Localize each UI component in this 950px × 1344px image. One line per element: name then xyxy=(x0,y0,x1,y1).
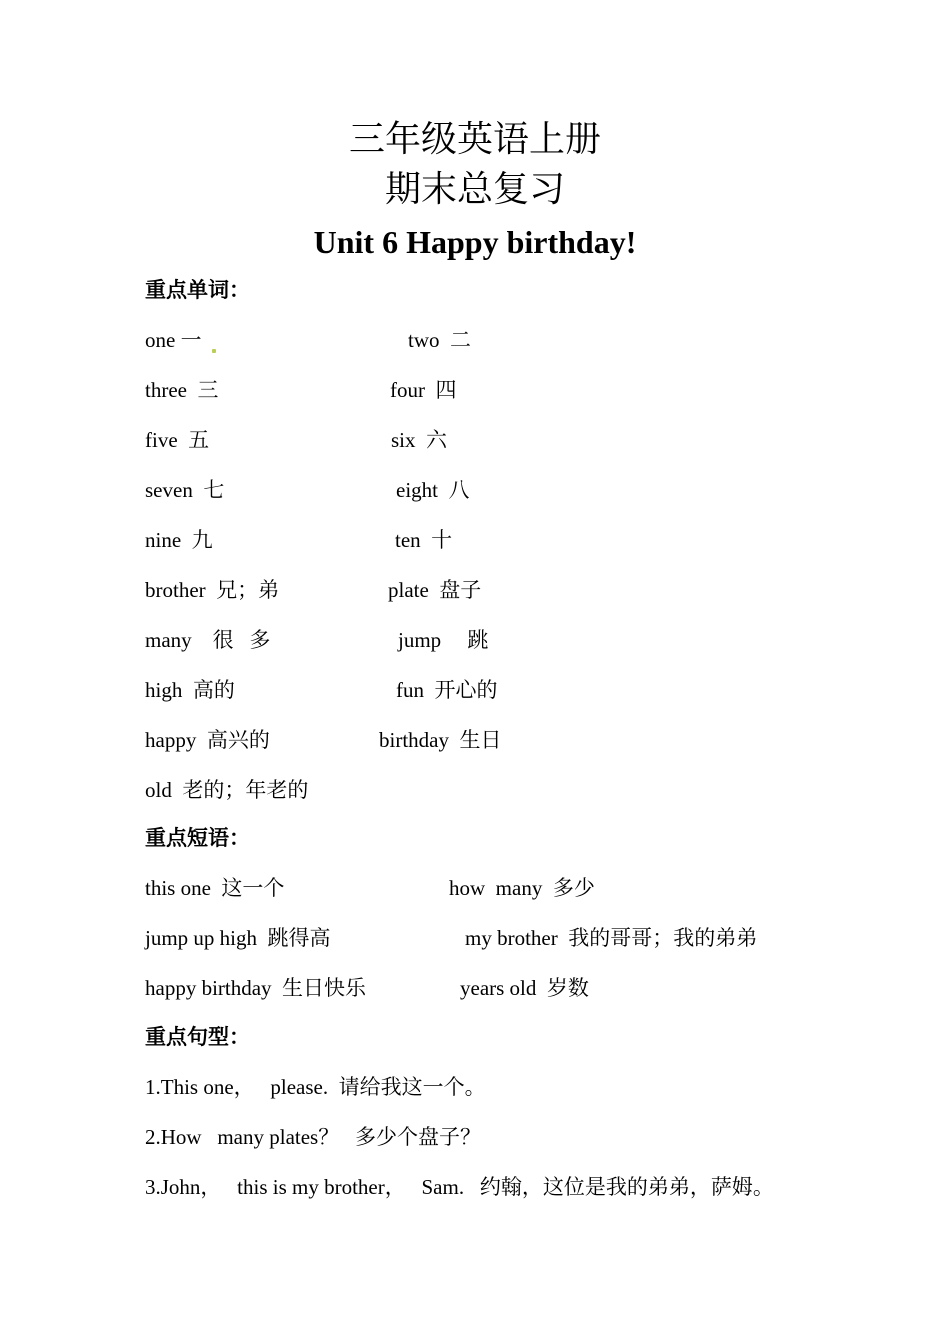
phrase-left: happy birthday 生日快乐 xyxy=(145,976,367,1000)
words-heading: 重点单词： xyxy=(145,278,250,302)
unit-title: Unit 6 Happy birthday! xyxy=(313,224,637,260)
word-right: birthday 生日 xyxy=(379,728,502,752)
sentence: 3.John， this is my brother， Sam. 约翰，这位是我的弟弟，萨姆。 xyxy=(145,1175,774,1199)
phrase-right: years old 岁数 xyxy=(460,976,589,1000)
word-right: ten 十 xyxy=(395,528,453,552)
page-title-line1: 三年级英语上册 xyxy=(348,119,601,160)
word-right: six 六 xyxy=(391,428,448,452)
mark xyxy=(212,349,216,353)
word-left: seven 七 xyxy=(145,478,225,502)
word-text: one 一 xyxy=(145,328,202,352)
phrase-left: this one 这一个 xyxy=(145,876,285,900)
word-left: three 三 xyxy=(145,378,219,402)
word-left: many 很 多 xyxy=(145,628,271,652)
word-left: brother 兄；弟 xyxy=(145,578,280,602)
phrase-right: my brother 我的哥哥；我的弟弟 xyxy=(465,926,758,950)
phrases-heading: 重点短语： xyxy=(145,826,250,850)
word-right: jump 跳 xyxy=(398,628,489,652)
word-left xyxy=(145,326,217,354)
word-left: happy 高兴的 xyxy=(145,728,270,752)
word-right: plate 盘子 xyxy=(388,578,482,602)
sentences-heading: 重点句型： xyxy=(145,1025,250,1049)
word-right: eight 八 xyxy=(396,478,470,502)
sentence: 2.How many plates？ 多少个盘子？ xyxy=(145,1125,481,1149)
phrase-left: jump up high 跳得高 xyxy=(145,926,331,950)
word-left: high 高的 xyxy=(145,678,235,702)
word-right: two 二 xyxy=(408,328,471,352)
word-left: nine 九 xyxy=(145,528,213,552)
word-right: four 四 xyxy=(390,378,457,402)
phrase-right: how many 多少 xyxy=(449,876,595,900)
word-left: old 老的；年老的 xyxy=(145,778,309,802)
sentence: 1.This one， please. 请给我这一个。 xyxy=(145,1075,486,1099)
page-title-line2: 期末总复习 xyxy=(384,169,565,210)
word-right: fun 开心的 xyxy=(396,678,498,702)
word-left: five 五 xyxy=(145,428,210,452)
